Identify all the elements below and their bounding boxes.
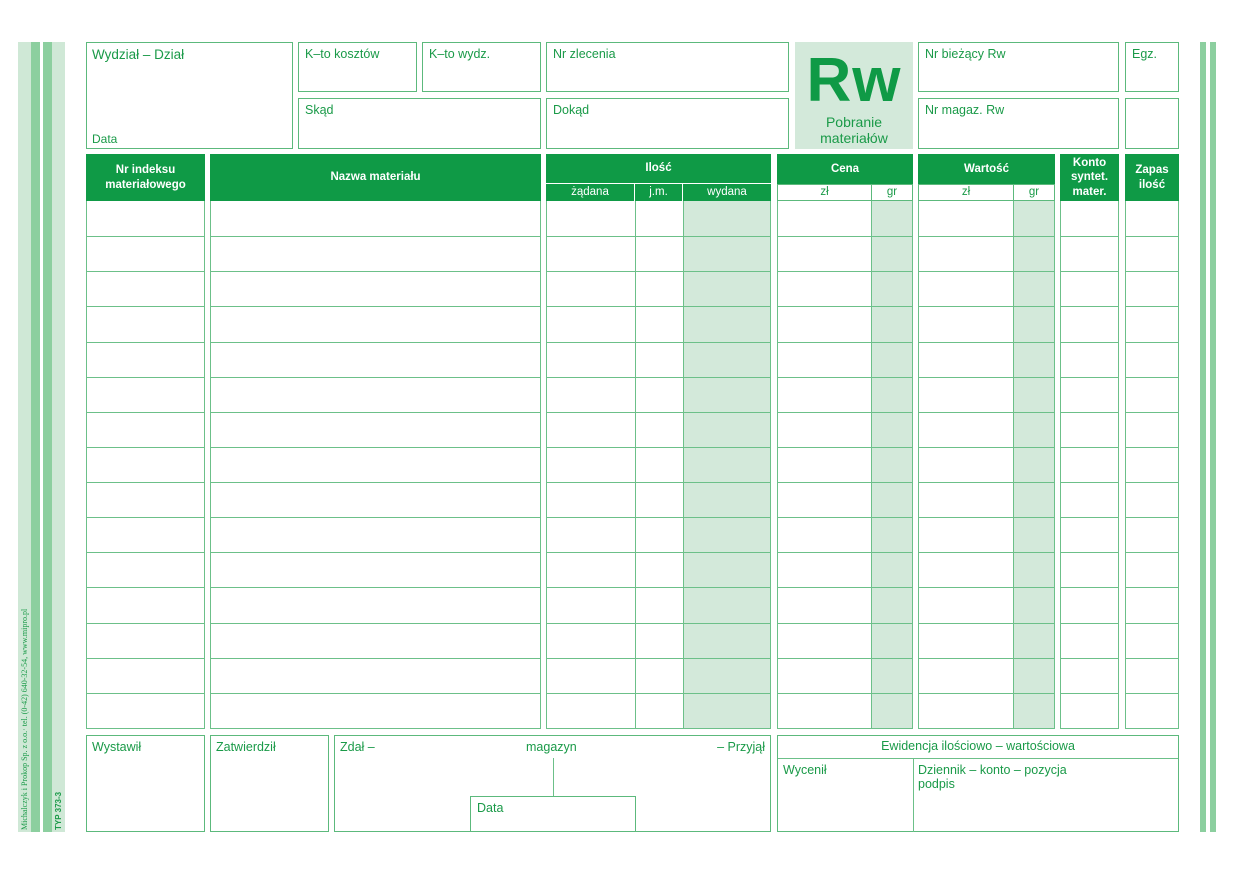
table-row-line [546, 482, 771, 483]
zdal-data-label: Data [477, 801, 504, 815]
table-row-line [86, 693, 205, 694]
table-row-line [86, 377, 205, 378]
table-row-line [1060, 728, 1119, 729]
table-row-line [918, 482, 1055, 483]
printer-info: Michalczyk i Prokop Sp. z o.o.· tel. (0-42) 640-32-54, www.mipro.pl [20, 608, 29, 830]
table-row-line [918, 236, 1055, 237]
table-row-line [777, 447, 913, 448]
left-stripe-2 [43, 42, 52, 832]
form-type-code: TYP 373-3 [54, 791, 63, 830]
table-row-line [1125, 447, 1179, 448]
table-row-line [918, 377, 1055, 378]
right-stripe-2 [1210, 42, 1216, 832]
column-shade [1013, 201, 1055, 728]
table-row-line [210, 306, 541, 307]
table-row-line [546, 623, 771, 624]
table-row-line [86, 658, 205, 659]
table-row-line [777, 552, 913, 553]
table-row-line [546, 236, 771, 237]
skad-label: Skąd [305, 103, 334, 117]
table-row-line [546, 447, 771, 448]
table-row-line [918, 342, 1055, 343]
wydzial-dzial-label: Wydział – Dział [92, 47, 185, 62]
table-row-line [777, 517, 913, 518]
table-row-line [1060, 377, 1119, 378]
table-row-line [546, 517, 771, 518]
column-border [1178, 201, 1179, 729]
table-row-line [210, 236, 541, 237]
table-row-line [918, 271, 1055, 272]
col-cena-gr-header: gr [871, 184, 913, 201]
table-row-line [918, 517, 1055, 518]
form-code-letters: Rw [806, 46, 902, 115]
table-row-line [1060, 412, 1119, 413]
wycenil-divider [913, 758, 914, 832]
right-stripe-1 [1200, 42, 1206, 832]
table-row-line [918, 306, 1055, 307]
nr-magaz-field[interactable] [918, 98, 1119, 149]
table-row-line [918, 728, 1055, 729]
col-zapas-header: Zapas ilość [1125, 154, 1179, 201]
table-row-line [1125, 517, 1179, 518]
dokad-field[interactable] [546, 98, 789, 149]
col-wartosc-gr-header: gr [1013, 184, 1055, 201]
table-row-line [546, 552, 771, 553]
table-row-line [777, 728, 913, 729]
column-border [1118, 201, 1119, 729]
nr-zlecenia-field[interactable] [546, 42, 789, 92]
table-row-line [918, 412, 1055, 413]
table-row-line [1125, 552, 1179, 553]
column-border [912, 201, 913, 729]
table-row-line [210, 447, 541, 448]
table-row-line [86, 517, 205, 518]
col-wartosc-zl-header: zł [918, 184, 1014, 201]
table-row-line [210, 412, 541, 413]
data-label: Data [92, 132, 118, 146]
table-row-line [1060, 517, 1119, 518]
table-row-line [1060, 236, 1119, 237]
przyjal-label: – Przyjął [717, 740, 765, 754]
table-row-line [777, 623, 913, 624]
column-border [635, 201, 636, 728]
table-row-line [546, 377, 771, 378]
table-row-line [86, 342, 205, 343]
column-border [1125, 201, 1126, 729]
table-row-line [918, 693, 1055, 694]
column-border [86, 201, 87, 729]
table-row-line [777, 306, 913, 307]
table-row-line [546, 587, 771, 588]
egz-field[interactable] [1125, 42, 1179, 92]
table-row-line [1125, 482, 1179, 483]
col-nazwa-header: Nazwa materiału [210, 154, 541, 201]
table-row-line [546, 693, 771, 694]
table-row-line [210, 517, 541, 518]
table-row-line [86, 728, 205, 729]
table-row-line [546, 342, 771, 343]
egz-value-field[interactable] [1125, 98, 1179, 149]
table-row-line [86, 447, 205, 448]
col-ilosc-header: Ilość [546, 154, 771, 183]
table-row-line [1060, 587, 1119, 588]
column-border [210, 201, 211, 729]
table-row-line [546, 271, 771, 272]
col-cena-zl-header: zł [777, 184, 872, 201]
table-row-line [918, 447, 1055, 448]
table-row-line [546, 412, 771, 413]
ewidencja-block [777, 735, 1179, 832]
table-row-line [86, 482, 205, 483]
table-row-line [1125, 587, 1179, 588]
table-row-line [86, 412, 205, 413]
table-row-line [777, 377, 913, 378]
table-row-line [1125, 623, 1179, 624]
table-row-line [210, 658, 541, 659]
col-wartosc-header: Wartość [918, 154, 1055, 184]
table-row-line [1125, 377, 1179, 378]
left-stripe-light-2 [52, 42, 65, 832]
column-shade [871, 201, 913, 728]
table-row-line [210, 271, 541, 272]
table-row-line [1125, 306, 1179, 307]
table-row-line [1060, 447, 1119, 448]
table-row-line [918, 658, 1055, 659]
wystawil-field[interactable] [86, 735, 205, 832]
table-row-line [777, 482, 913, 483]
table-row-line [1060, 271, 1119, 272]
dziennik-label[interactable]: Dziennik – konto – pozycja [918, 763, 1067, 777]
column-border [777, 201, 778, 729]
table-row-line [1125, 412, 1179, 413]
table-row-line [1125, 693, 1179, 694]
form-title-line2: materiałów [820, 130, 888, 146]
table-row-line [546, 658, 771, 659]
table-row-line [546, 728, 771, 729]
table-row-line [210, 587, 541, 588]
table-row-line [1060, 658, 1119, 659]
column-border [204, 201, 205, 729]
table-row-line [1125, 728, 1179, 729]
table-row-line [210, 552, 541, 553]
table-row-line [1060, 342, 1119, 343]
table-row-line [210, 623, 541, 624]
magazyn-connector [553, 758, 554, 797]
column-border [1054, 201, 1055, 729]
column-border [871, 201, 872, 728]
col-nr-indeksu-header: Nr indeksu materiałowego [86, 154, 205, 201]
table-row-line [86, 587, 205, 588]
zatwierdzil-label: Zatwierdził [216, 740, 276, 754]
zdal-data-field[interactable] [470, 796, 636, 832]
table-row-line [918, 552, 1055, 553]
table-row-line [777, 587, 913, 588]
table-row-line [86, 236, 205, 237]
magazyn-label: magazyn [526, 740, 577, 754]
ewidencja-title: Ewidencja ilościowo – wartościowa [881, 739, 1075, 753]
col-jm-header: j.m. [635, 183, 683, 201]
table-row-line [1060, 482, 1119, 483]
table-row-line [777, 412, 913, 413]
col-zadana-header: żądana [546, 183, 635, 201]
column-border [770, 201, 771, 729]
table-row-line [546, 306, 771, 307]
zatwierdzil-field[interactable] [210, 735, 329, 832]
skad-field[interactable] [298, 98, 541, 149]
podpis-label: podpis [918, 777, 955, 791]
column-border [546, 201, 547, 729]
table-row-line [86, 271, 205, 272]
egz-label: Egz. [1132, 47, 1158, 61]
table-row-line [210, 377, 541, 378]
kto-wydz-label: K–to wydz. [429, 47, 491, 61]
form-title-line1: Pobranie [825, 114, 883, 130]
column-shade [683, 201, 771, 728]
table-row-line [777, 658, 913, 659]
table-row-line [777, 693, 913, 694]
table-row-line [210, 342, 541, 343]
col-cena-header: Cena [777, 154, 913, 184]
zdal-label: Zdał – [340, 740, 375, 754]
col-konto-header: Konto syntet. mater. [1060, 154, 1119, 201]
table-row-line [1125, 658, 1179, 659]
nr-biezacy-field[interactable] [918, 42, 1119, 92]
table-row-line [1060, 552, 1119, 553]
table-row-line [1060, 623, 1119, 624]
table-row-line [86, 552, 205, 553]
table-row-line [1125, 236, 1179, 237]
nr-zlecenia-label: Nr zlecenia [553, 47, 616, 61]
table-row-line [918, 587, 1055, 588]
table-row-line [1060, 693, 1119, 694]
table-row-line [918, 623, 1055, 624]
table-row-line [86, 306, 205, 307]
table-row-line [1125, 271, 1179, 272]
column-border [683, 201, 684, 728]
col-wydana-header: wydana [683, 183, 771, 201]
nr-biezacy-label: Nr bieżący Rw [925, 47, 1006, 61]
wycenil-label[interactable]: Wycenił [783, 763, 827, 777]
column-border [1060, 201, 1061, 729]
left-stripe-1 [31, 42, 40, 832]
ewidencja-divider [778, 758, 1178, 759]
table-row-line [210, 728, 541, 729]
column-border [1013, 201, 1014, 728]
table-row-line [777, 236, 913, 237]
form-code-block [795, 42, 913, 149]
table-row-line [777, 271, 913, 272]
table-row-line [1125, 342, 1179, 343]
wydzial-dzial-field[interactable] [86, 42, 293, 149]
dokad-label: Dokąd [553, 103, 590, 117]
kto-kosztow-label: K–to kosztów [305, 47, 380, 61]
nr-magaz-label: Nr magaz. Rw [925, 103, 1005, 117]
table-row-line [210, 693, 541, 694]
table-row-line [1060, 306, 1119, 307]
table-row-line [210, 482, 541, 483]
column-border [918, 201, 919, 729]
wystawil-label: Wystawił [92, 740, 142, 754]
table-row-line [86, 623, 205, 624]
kto-wydz-field[interactable] [422, 42, 541, 92]
table-row-line [777, 342, 913, 343]
kto-kosztow-field[interactable] [298, 42, 417, 92]
column-border [540, 201, 541, 729]
